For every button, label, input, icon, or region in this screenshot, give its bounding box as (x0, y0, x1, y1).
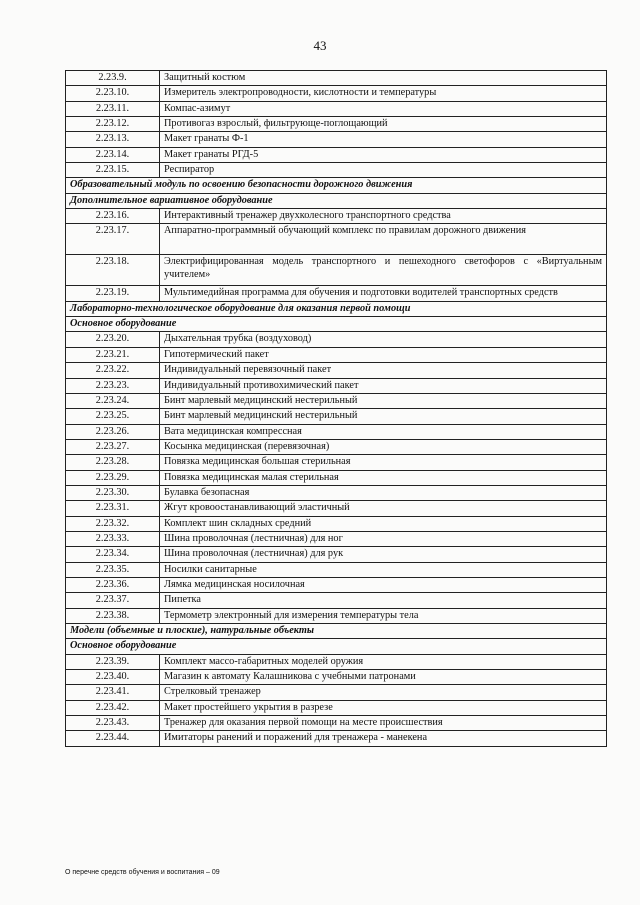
table-row (66, 547, 607, 562)
section-heading: Лабораторно-технологическое оборудование для оказания первой помощи (66, 301, 607, 316)
item-number: 2.23.24. (66, 393, 160, 408)
table-row (66, 562, 607, 577)
item-description: Имитаторы ранений и поражений для тренажера - манекена (160, 731, 607, 746)
item-description: Компас-азимут (160, 101, 607, 116)
table-row (66, 286, 607, 301)
item-number: 2.23.36. (66, 577, 160, 592)
table-row (66, 485, 607, 500)
item-description: Шина проволочная (лестничная) для рук (160, 547, 607, 562)
table-row (66, 424, 607, 439)
item-description: Аппаратно-программный обучающий комплекс по правилам дорожного движения (160, 224, 607, 255)
equipment-table-body (66, 71, 607, 747)
table-row (66, 224, 607, 255)
item-number: 2.23.44. (66, 731, 160, 746)
item-number: 2.23.13. (66, 132, 160, 147)
table-row (66, 455, 607, 470)
item-description: Пипетка (160, 593, 607, 608)
section-heading: Основное оборудование (66, 317, 607, 332)
table-row (66, 363, 607, 378)
section-header-row (66, 639, 607, 654)
table-row (66, 393, 607, 408)
table-row (66, 71, 607, 86)
section-header-row (66, 317, 607, 332)
section-header-row (66, 301, 607, 316)
equipment-table (65, 70, 607, 747)
section-header-row (66, 193, 607, 208)
item-description: Интерактивный тренажер двухколесного транспортного средства (160, 209, 607, 224)
item-description: Дыхательная трубка (воздуховод) (160, 332, 607, 347)
table-row (66, 439, 607, 454)
item-description: Магазин к автомату Калашникова с учебными патронами (160, 670, 607, 685)
item-description: Жгут кровоостанавливающий эластичный (160, 501, 607, 516)
section-heading: Основное оборудование (66, 639, 607, 654)
item-description: Комплект шин складных средний (160, 516, 607, 531)
table-row (66, 86, 607, 101)
page-number: 43 (313, 38, 327, 53)
item-description: Косынка медицинская (перевязочная) (160, 439, 607, 454)
item-description: Мультимедийная программа для обучения и подготовки водителей транспортных средств (160, 286, 607, 301)
item-description: Макет гранаты Ф-1 (160, 132, 607, 147)
item-description: Респиратор (160, 163, 607, 178)
item-number: 2.23.39. (66, 654, 160, 669)
section-heading: Дополнительное вариативное оборудование (66, 193, 607, 208)
table-row (66, 409, 607, 424)
table-row (66, 516, 607, 531)
item-number: 2.23.22. (66, 363, 160, 378)
item-number: 2.23.11. (66, 101, 160, 116)
item-number: 2.23.18. (66, 255, 160, 286)
table-row (66, 731, 607, 746)
table-row (66, 163, 607, 178)
item-description: Лямка медицинская носилочная (160, 577, 607, 592)
item-number: 2.23.32. (66, 516, 160, 531)
section-header-row (66, 624, 607, 639)
table-row (66, 332, 607, 347)
item-number: 2.23.17. (66, 224, 160, 255)
item-number: 2.23.40. (66, 670, 160, 685)
item-description: Индивидуальный противохимический пакет (160, 378, 607, 393)
item-description: Бинт марлевый медицинский нестерильный (160, 409, 607, 424)
section-header-row (66, 178, 607, 193)
item-number: 2.23.12. (66, 117, 160, 132)
item-description: Гипотермический пакет (160, 347, 607, 362)
table-row (66, 101, 607, 116)
item-description: Комплект массо-габаритных моделей оружия (160, 654, 607, 669)
item-description: Индивидуальный перевязочный пакет (160, 363, 607, 378)
item-description: Вата медицинская компрессная (160, 424, 607, 439)
item-number: 2.23.26. (66, 424, 160, 439)
item-description: Электрифицированная модель транспортного и пешеходного светофоров с «Виртуальным учителем» (160, 255, 607, 286)
table-row (66, 117, 607, 132)
table-row (66, 531, 607, 546)
item-number: 2.23.19. (66, 286, 160, 301)
table-row (66, 700, 607, 715)
document-footer: О перечне средств обучения и воспитания – 09 (65, 869, 220, 876)
item-number: 2.23.21. (66, 347, 160, 362)
table-row (66, 577, 607, 592)
table-row (66, 132, 607, 147)
item-number: 2.23.35. (66, 562, 160, 577)
item-number: 2.23.16. (66, 209, 160, 224)
table-row (66, 470, 607, 485)
item-description: Измеритель электропроводности, кислотности и температуры (160, 86, 607, 101)
item-number: 2.23.34. (66, 547, 160, 562)
item-description: Повязка медицинская большая стерильная (160, 455, 607, 470)
item-number: 2.23.29. (66, 470, 160, 485)
item-description: Бинт марлевый медицинский нестерильный (160, 393, 607, 408)
item-number: 2.23.28. (66, 455, 160, 470)
table-row (66, 716, 607, 731)
item-number: 2.23.42. (66, 700, 160, 715)
item-description: Тренажер для оказания первой помощи на месте происшествия (160, 716, 607, 731)
item-description: Защитный костюм (160, 71, 607, 86)
item-number: 2.23.37. (66, 593, 160, 608)
table-row (66, 593, 607, 608)
table-row (66, 670, 607, 685)
item-number: 2.23.33. (66, 531, 160, 546)
table-row (66, 347, 607, 362)
table-row (66, 501, 607, 516)
item-description: Носилки санитарные (160, 562, 607, 577)
item-description: Термометр электронный для измерения температуры тела (160, 608, 607, 623)
item-description: Противогаз взрослый, фильтрующе-поглощающий (160, 117, 607, 132)
table-row (66, 209, 607, 224)
item-number: 2.23.38. (66, 608, 160, 623)
table-row (66, 147, 607, 162)
item-number: 2.23.14. (66, 147, 160, 162)
item-description: Макет простейшего укрытия в разрезе (160, 700, 607, 715)
item-number: 2.23.20. (66, 332, 160, 347)
table-row (66, 378, 607, 393)
item-number: 2.23.30. (66, 485, 160, 500)
table-row (66, 654, 607, 669)
item-description: Макет гранаты РГД-5 (160, 147, 607, 162)
table-row (66, 608, 607, 623)
item-description: Стрелковый тренажер (160, 685, 607, 700)
item-number: 2.23.25. (66, 409, 160, 424)
section-heading: Модели (объемные и плоские), натуральные объекты (66, 624, 607, 639)
item-number: 2.23.10. (66, 86, 160, 101)
table-row (66, 685, 607, 700)
table-row (66, 255, 607, 286)
item-description: Повязка медицинская малая стерильная (160, 470, 607, 485)
item-description: Булавка безопасная (160, 485, 607, 500)
item-number: 2.23.41. (66, 685, 160, 700)
item-number: 2.23.27. (66, 439, 160, 454)
item-description: Шина проволочная (лестничная) для ног (160, 531, 607, 546)
item-number: 2.23.9. (66, 71, 160, 86)
item-number: 2.23.43. (66, 716, 160, 731)
section-heading: Образовательный модуль по освоению безопасности дорожного движения (66, 178, 607, 193)
item-number: 2.23.23. (66, 378, 160, 393)
item-number: 2.23.31. (66, 501, 160, 516)
item-number: 2.23.15. (66, 163, 160, 178)
